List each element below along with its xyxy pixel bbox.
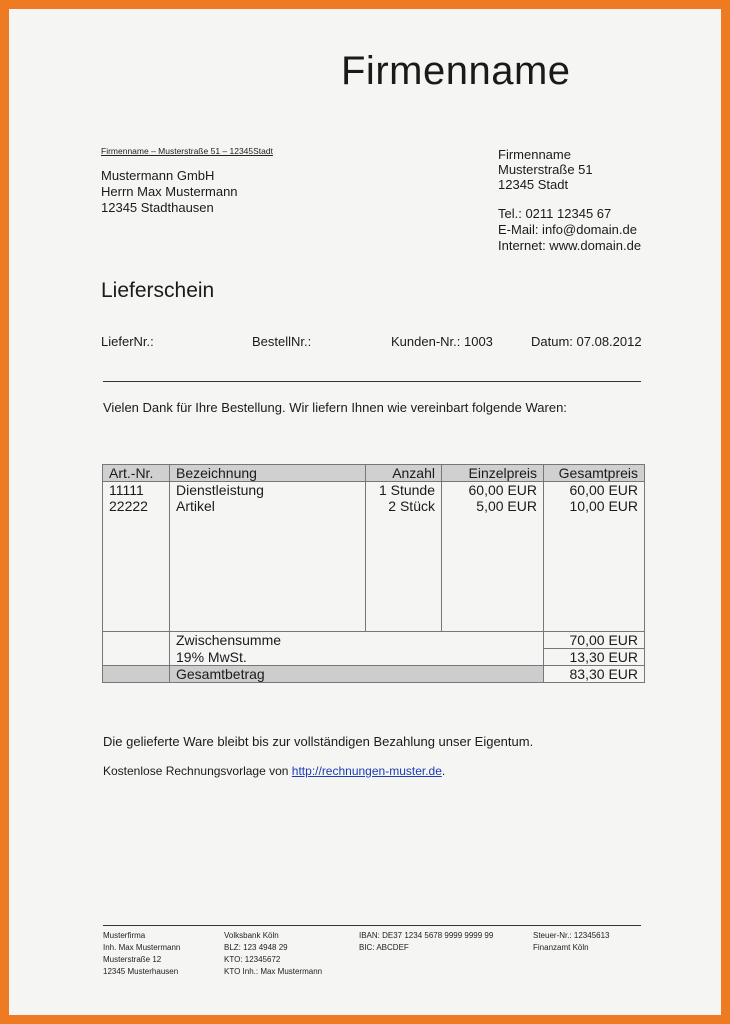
footer-line: KTO: 12345672: [224, 955, 281, 964]
subtotal-row: [103, 632, 645, 649]
intro-text: Vielen Dank für Ihre Bestellung. Wir liefern Ihnen wie vereinbart folgende Waren:: [103, 400, 567, 415]
cell-einzelpreis: 5,00 EUR: [442, 498, 544, 514]
footer-line: BLZ: 123 4948 29: [224, 943, 288, 952]
liefer-nr-label: LieferNr.:: [101, 334, 154, 349]
header-anzahl: Anzahl: [366, 465, 442, 482]
recipient-company: Mustermann GmbH: [101, 168, 215, 183]
footer-line: BIC: ABCDEF: [359, 943, 409, 952]
sender-return-line: Firmenname – Musterstraße 51 – 12345Stadt: [101, 146, 273, 156]
sender-email: E-Mail: info@domain.de: [498, 222, 637, 237]
header-einzelpreis: Einzelpreis: [442, 465, 544, 482]
footer-line: Inh. Max Mustermann: [103, 943, 181, 952]
footer-line: Steuer-Nr.: 12345613: [533, 931, 610, 940]
cell-gesamtpreis: 10,00 EUR: [544, 498, 645, 514]
table-header-row: [103, 465, 645, 482]
divider-line: [103, 381, 641, 382]
footer-line: Musterstraße 12: [103, 955, 162, 964]
footer-divider: [103, 925, 641, 926]
header-gesamtpreis: Gesamtpreis: [544, 465, 645, 482]
cell-art-nr: 22222: [103, 498, 170, 514]
footer-bank: [224, 930, 322, 978]
footer-iban: [359, 930, 493, 954]
cell-art-nr: 11111: [103, 482, 170, 499]
cell-gesamtpreis: 60,00 EUR: [544, 482, 645, 499]
template-note-suffix: .: [441, 764, 446, 778]
vat-row: [103, 649, 645, 666]
template-note: [103, 764, 445, 778]
items-table: [102, 464, 645, 683]
table-row: [103, 498, 645, 514]
total-label: Gesamtbetrag: [170, 666, 544, 683]
footer-line: IBAN: DE37 1234 5678 9999 9999 99: [359, 931, 494, 940]
total-row: [103, 666, 645, 683]
table-row: [103, 482, 645, 499]
document-title: Lieferschein: [101, 279, 215, 302]
sender-name: Firmenname: [498, 147, 571, 162]
footer-line: 12345 Musterhausen: [103, 967, 179, 976]
cell-bezeichnung: Artikel: [170, 498, 366, 514]
recipient-person: Herrn Max Mustermann: [101, 184, 238, 199]
footer-company: [103, 930, 180, 978]
recipient-city: 12345 Stadthausen: [101, 200, 214, 215]
sender-tel: Tel.: 0211 12345 67: [498, 206, 612, 221]
header-art-nr: Art.-Nr.: [103, 465, 170, 482]
sender-city: 12345 Stadt: [498, 177, 569, 192]
datum-label: Datum: 07.08.2012: [531, 334, 642, 349]
ownership-note: Die gelieferte Ware bleibt bis zur vollständigen Bezahlung unser Eigentum.: [103, 734, 534, 749]
template-link[interactable]: http://rechnungen-muster.de: [291, 764, 442, 778]
bestell-nr-label: BestellNr.:: [252, 334, 312, 349]
template-note-prefix: Kostenlose Rechnungsvorlage von: [103, 764, 292, 778]
recipient-address: [101, 168, 238, 216]
cell-anzahl: 2 Stück: [366, 498, 442, 514]
header-bezeichnung: Bezeichnung: [170, 465, 366, 482]
total-value: 83,30 EUR: [544, 666, 645, 683]
cell-anzahl: 1 Stunde: [366, 482, 442, 499]
cell-einzelpreis: 60,00 EUR: [442, 482, 544, 499]
sender-contact: [498, 206, 641, 254]
sender-street: Musterstraße 51: [498, 162, 593, 177]
footer-line: KTO Inh.: Max Mustermann: [224, 967, 323, 976]
table-empty-space: [103, 514, 645, 632]
subtotal-value: 70,00 EUR: [544, 632, 645, 649]
sender-internet: Internet: www.domain.de: [498, 238, 642, 253]
vat-value: 13,30 EUR: [544, 649, 645, 666]
vat-label: 19% MwSt.: [170, 649, 544, 666]
kunden-nr-label: Kunden-Nr.: 1003: [391, 334, 493, 349]
footer-line: Volksbank Köln: [224, 931, 279, 940]
subtotal-label: Zwischensumme: [170, 632, 544, 649]
sender-address: [498, 147, 593, 192]
footer-line: Finanzamt Köln: [533, 943, 589, 952]
cell-bezeichnung: Dienstleistung: [170, 482, 366, 499]
company-name-heading: Firmenname: [341, 49, 571, 93]
footer-tax: [533, 930, 610, 954]
footer-line: Musterfirma: [103, 931, 146, 940]
